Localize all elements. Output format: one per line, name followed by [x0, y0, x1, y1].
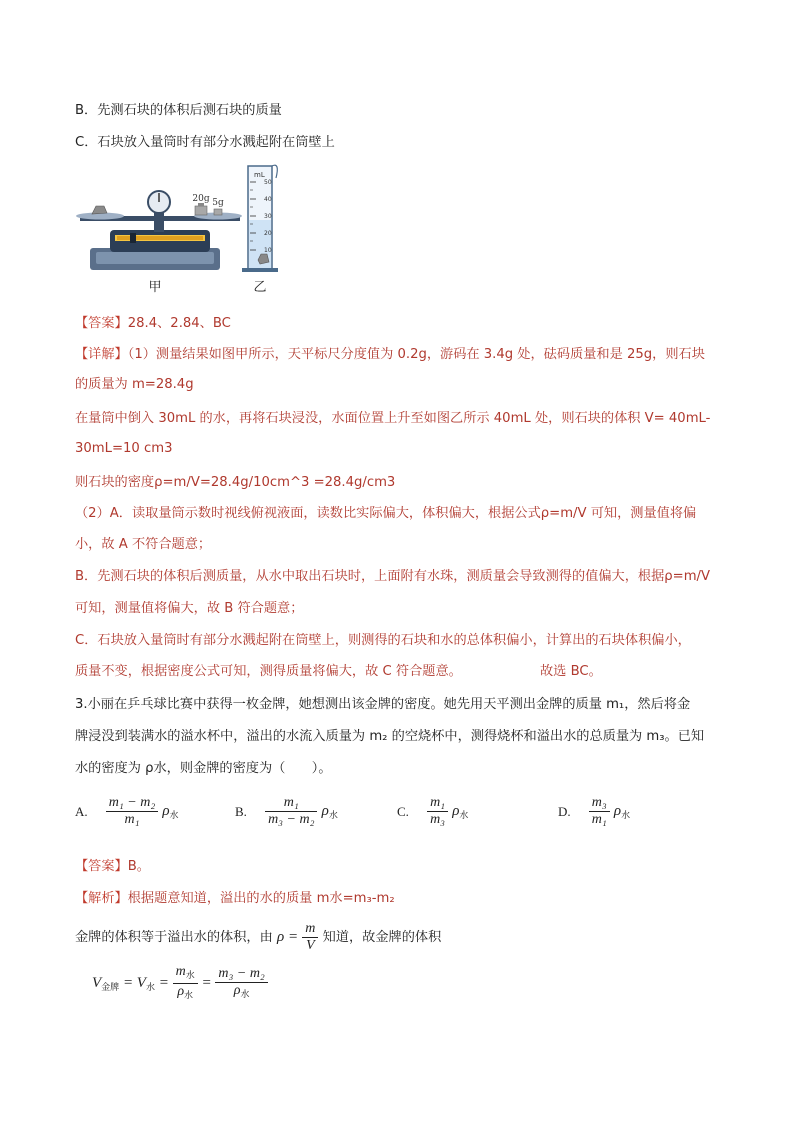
cylinder-tick-50: 50	[264, 179, 272, 186]
detail-line-3: 则石块的密度ρ=m/V=28.4g/10cm^3 =28.4g/cm3	[75, 475, 396, 490]
cylinder-tick-30: 30	[264, 213, 272, 220]
option-d-fraction: $\frac{\text{m₃}}{\text{m₁}}$	[589, 795, 610, 828]
figure-label-jia: 甲	[148, 280, 162, 295]
cylinder-tick-20: 20	[264, 230, 272, 237]
detail-line-6c: 故选 BC。	[540, 664, 602, 679]
gold-volume-formula: $V_{金牌} = V_水$ = $\frac{m_水}{\rho_水}$ = $\frac{\text{m₃ − m₂}}{\rho_水}$	[92, 964, 268, 1003]
option-b-text: B．先测石块的体积后测石块的质量	[75, 103, 282, 118]
weight-5g-label: 5g	[212, 198, 224, 208]
option-c-fraction: $\frac{\text{m₁}}{\text{m₃}}$	[427, 795, 448, 828]
cylinder-tick-40: 40	[264, 196, 272, 203]
detail-line-5a: B．先测石块的体积后测质量，从水中取出石块时，上面附有水珠，测质量会导致测得的值偏大，根据ρ=m/V	[75, 569, 711, 584]
detail-line-6b: 质量不变，根据密度公式可知，测得质量将偏大，故 C 符合题意。	[75, 664, 462, 679]
question-3-line-b: 牌浸没到装满水的溢水杯中，溢出的水流入质量为 m₂ 的空烧杯中，测得烧杯和溢出水的总质量为 m₃。已知	[75, 729, 705, 744]
mass-difference-fraction: $\frac{\text{m₃ − m₂}}{\rho_水}$	[215, 966, 267, 1002]
detail-line-4b: 小，故 A 不符合题意；	[75, 537, 212, 552]
analysis-line-1: 【解析】根据题意知道，溢出的水的质量 m水=m₃-m₂	[75, 891, 395, 906]
option-c[interactable]: C. $\frac{\text{m₁}}{\text{m₃}}$ $\rho_水$	[397, 795, 469, 827]
detail-line-5b: 可知，测量值将偏大，故 B 符合题意；	[75, 601, 304, 616]
option-c-text: C．石块放入量筒时有部分水溅起附在筒壁上	[75, 135, 335, 150]
detail-line-2b: 30mL=10 cm3	[75, 441, 173, 456]
option-b[interactable]: B. $\frac{\text{m₁}}{\text{m₃ − m₂}}$ $\rho_水$	[235, 795, 338, 827]
cylinder-tick-10: 10	[264, 247, 272, 254]
weight-20g-label: 20g	[192, 194, 210, 204]
option-b-fraction: $\frac{\text{m₁}}{\text{m₃ − m₂}}$	[265, 795, 317, 828]
detail-line-1b: 的质量为 m=28.4g	[75, 377, 194, 392]
measuring-cylinder-icon	[242, 165, 278, 272]
figure-label-yi: 乙	[253, 280, 267, 295]
balance-and-cylinder-figure	[70, 160, 300, 295]
option-d[interactable]: D. $\frac{\text{m₃}}{\text{m₁}}$ $\rho_水$	[558, 795, 631, 827]
detail-line-4a: （2）A．读取量筒示数时视线俯视液面，读数比实际偏大，体积偏大，根据公式ρ=m/V 可知，测量值将偏	[75, 506, 697, 521]
density-formula-fraction: $\frac{m}{V}$	[302, 921, 318, 954]
question-3-line-a: 3.小丽在乒乓球比赛中获得一枚金牌，她想测出该金牌的密度。她先用天平测出金牌的质量 m₁，然后将金	[75, 697, 691, 712]
detail-line-1a: 【详解】（1）测量结果如图甲所示，天平标尺分度值为 0.2g，游码在 3.4g 处，砝码质量和是 25g，则石块	[75, 347, 705, 362]
answer-2: 【答案】B。	[75, 859, 150, 874]
option-a-fraction: $\frac{\text{m₁ − m₂}}{\text{m₁}}$	[106, 795, 158, 828]
water-volume-fraction: $\frac{m_水}{\rho_水}$	[173, 964, 198, 1003]
answer-1: 【答案】28.4、2.84、BC	[75, 316, 231, 331]
analysis-line-2: 金牌的体积等于溢出水的体积，由 ρ = $\frac{m}{V}$ 知道，故金牌的体积	[75, 920, 442, 953]
detail-line-2a: 在量筒中倒入 30mL 的水，再将石块浸没，水面位置上升至如图乙所示 40mL 处，则石块的体积 V= 40mL-	[75, 411, 711, 426]
detail-line-6a: C．石块放入量筒时有部分水溅起附在筒壁上，则测得的石块和水的总体积偏小，计算出的石块体积偏小，	[75, 633, 691, 648]
option-a[interactable]: A. $\frac{\text{m₁ − m₂}}{\text{m₁}}$ $\rho_水$	[75, 795, 179, 827]
question-3-line-c: 水的密度为 ρ水，则金牌的密度为（ ）。	[75, 761, 332, 776]
cylinder-unit-label: mL	[254, 171, 265, 179]
